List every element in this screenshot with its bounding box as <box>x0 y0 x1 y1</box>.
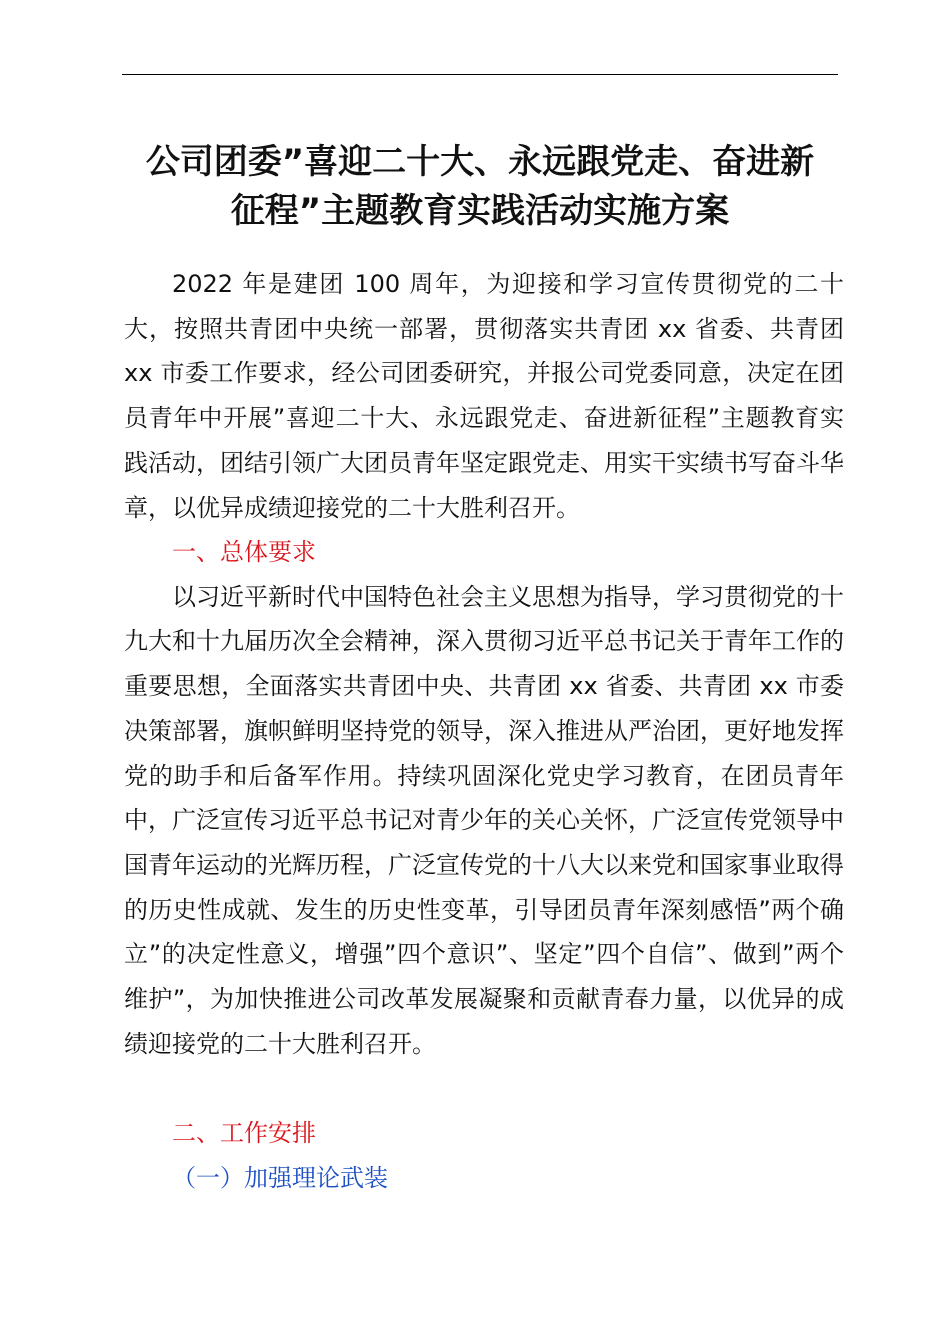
title-line-2: 征程”主题教育实践活动实施方案 <box>230 191 730 231</box>
title-line-1: 公司团委”喜迎二十大、永远跟党走、奋进新 <box>145 142 815 182</box>
document-title <box>122 138 838 236</box>
section-work-arrangement <box>124 1111 844 1200</box>
intro-section <box>124 262 844 530</box>
header-rule <box>122 74 838 75</box>
section-heading-work-arrangement: 二、工作安排 <box>172 1119 316 1147</box>
subheading-theory-arming: （一）加强理论武装 <box>172 1163 388 1192</box>
intro-paragraph: 2022 年是建团 100 周年，为迎接和学习宣传贯彻党的二十大，按照共青团中央统一部署，贯彻落实共青团 xx 省委、共青团 xx 市委工作要求，经公司团委研究，并报公司党委同意，决定在团员青年中开展”喜迎二十大、永远跟党走、奋进新征程”主题教育实践活动，团结引领广大团员青年坚定跟党走、用实干实绩书写奋斗华章，以优异成绩迎接党的二十大胜利召开。 <box>124 270 844 522</box>
section-heading-general-requirements: 一、总体要求 <box>172 538 316 566</box>
general-requirements-paragraph: 以习近平新时代中国特色社会主义思想为指导，学习贯彻党的十九大和十九届历次全会精神，深入贯彻习近平总书记关于青年工作的重要思想，全面落实共青团中央、共青团 xx 省委、共青团 xx 市委决策部署，旗帜鲜明坚持党的领导，深入推进从严治团，更好地发挥党的助手和后备军作用。持续巩固深化党史学习教育，在团员青年中，广泛宣传习近平总书记对青少年的关心关怀，广泛宣传党领导中国青年运动的光辉历程，广泛宣传党的十八大以来党和国家事业取得的历史性成就、发生的历史性变革，引导团员青年深刻感悟”两个确立”的决定性意义，增强”四个意识”、坚定”四个自信”、做到”两个维护”，为加快推进公司改革发展凝聚和贡献青春力量，以优异的成绩迎接党的二十大胜利召开。 <box>124 582 844 1058</box>
section-general-requirements <box>124 530 844 1066</box>
